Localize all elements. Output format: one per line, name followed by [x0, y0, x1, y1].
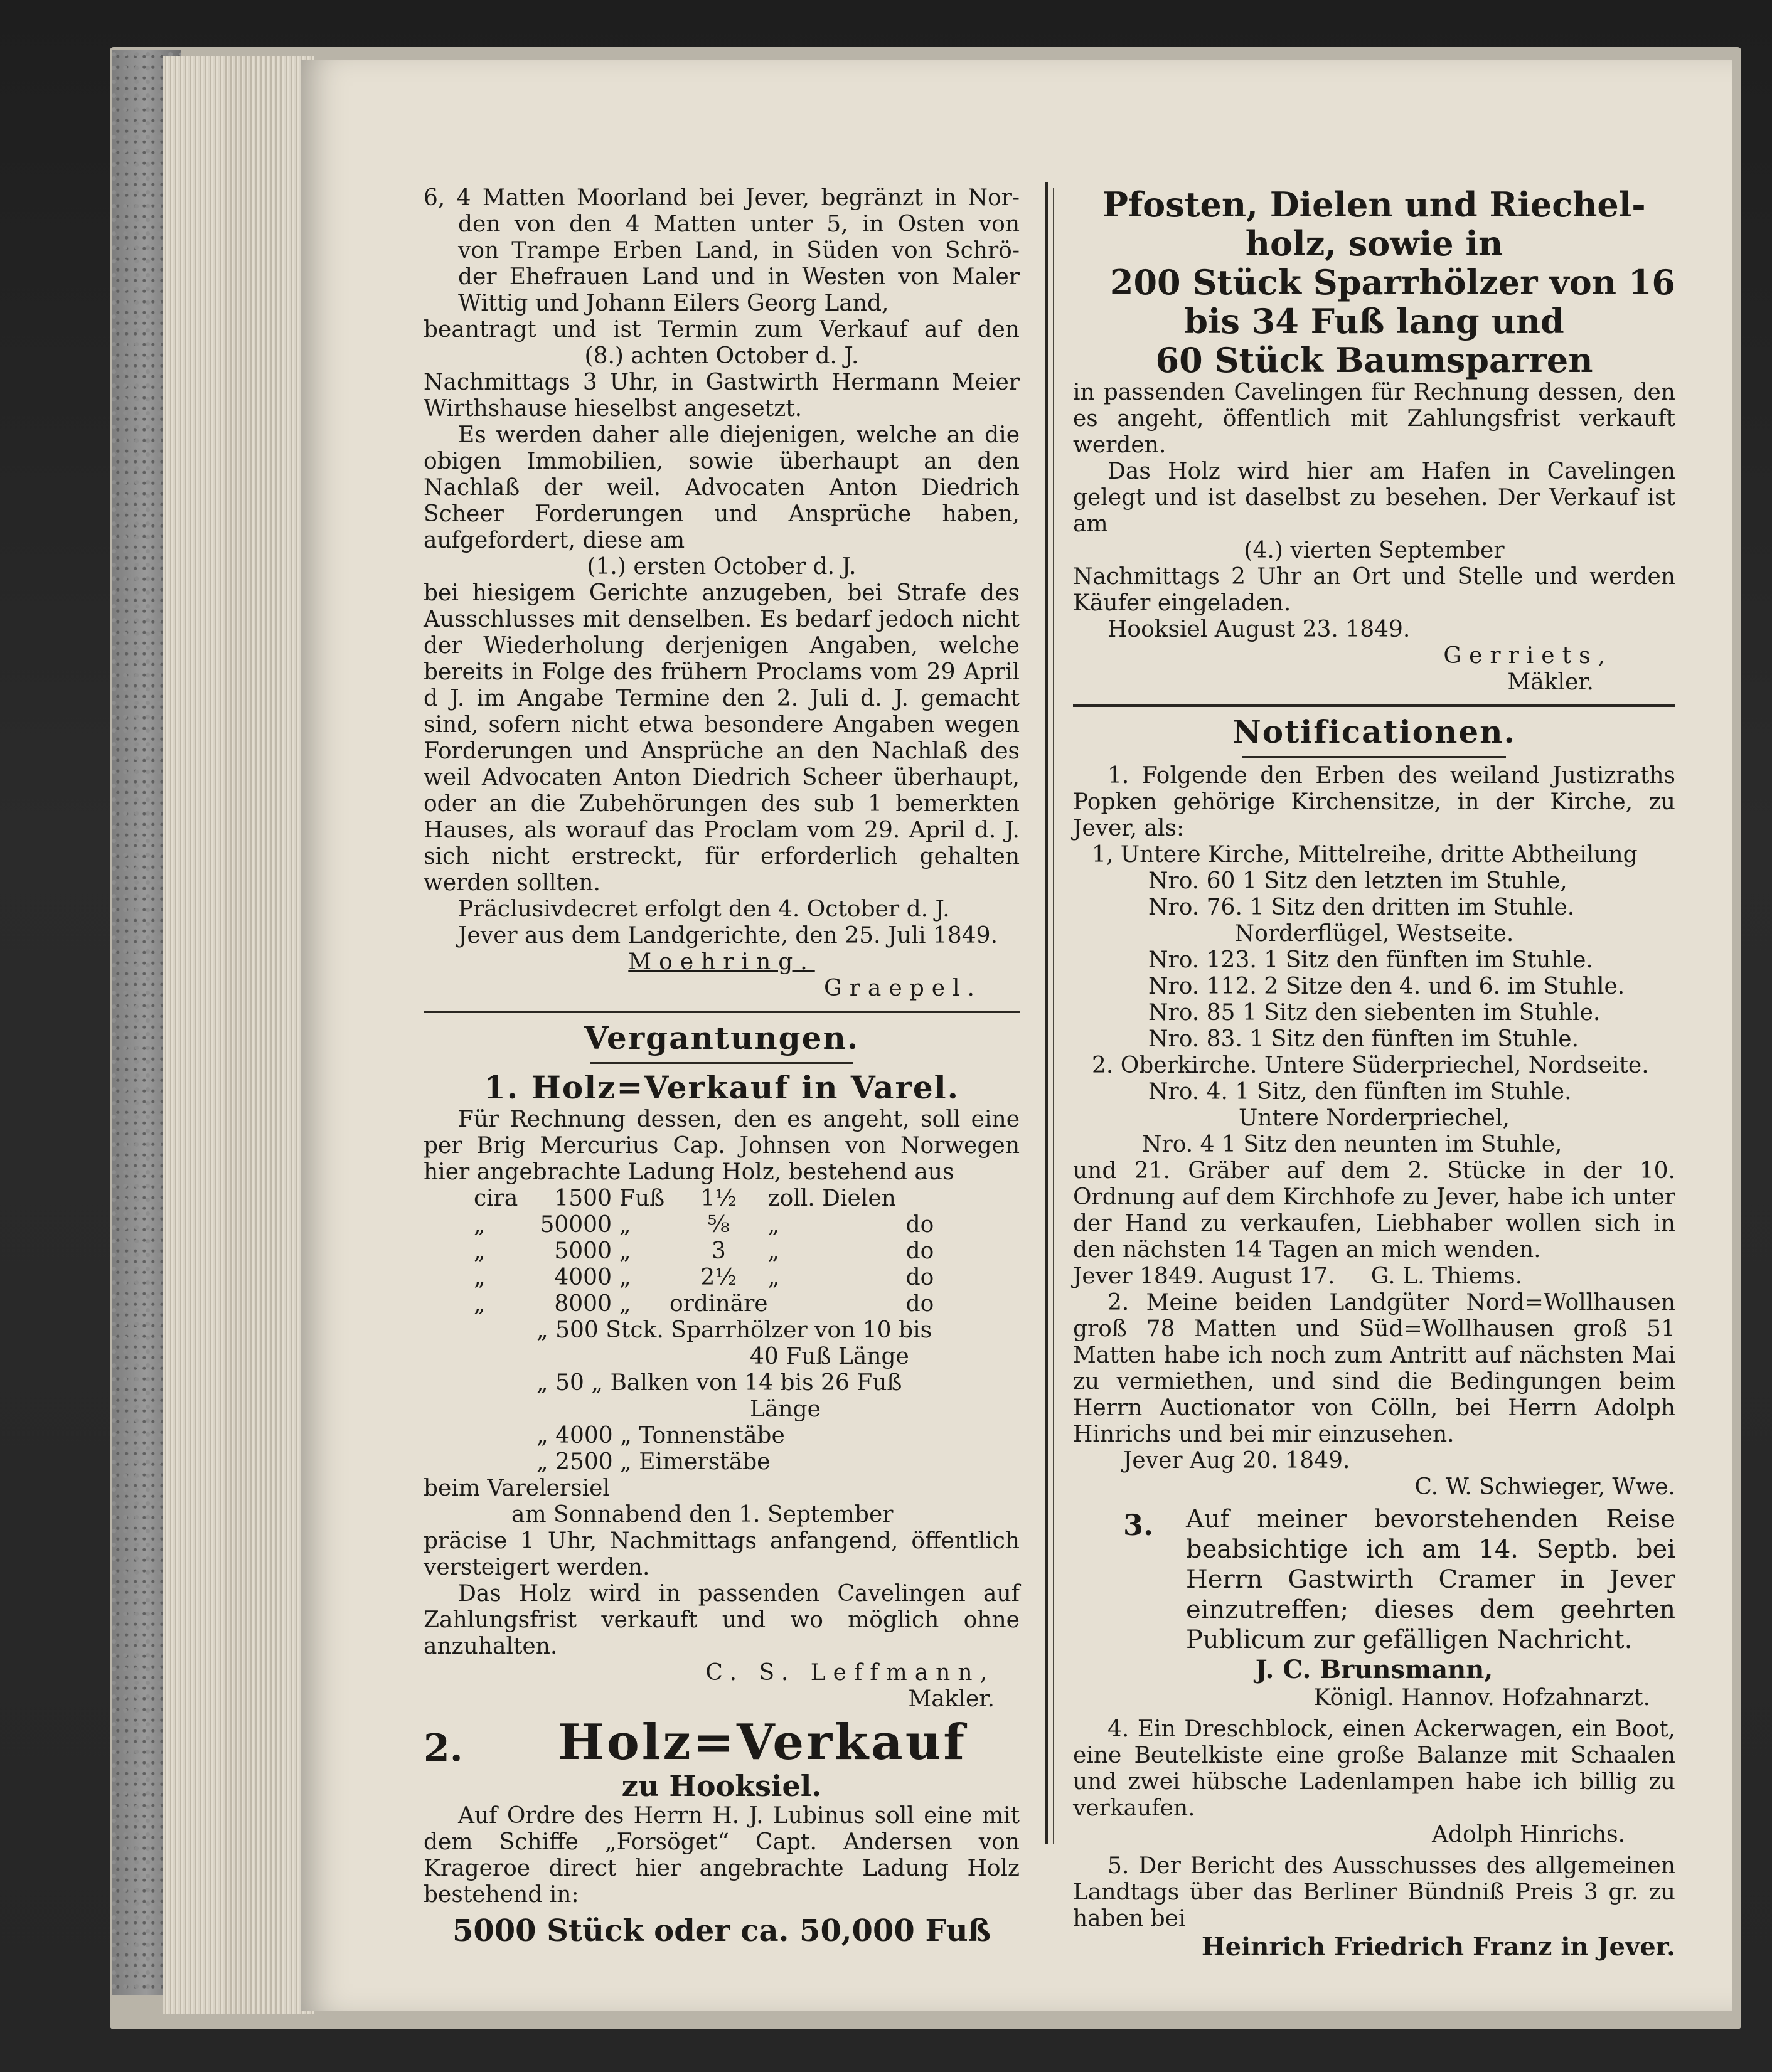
wood-table-cell: „ [619, 1212, 631, 1238]
heading-underline [1242, 756, 1506, 758]
wood-table [474, 1186, 1020, 1317]
wood-table-cell: „ [474, 1212, 486, 1238]
wood-table-cell: „ [619, 1238, 631, 1264]
wood-table-cell: do [905, 1212, 934, 1238]
section-heading: Notificationen. [1232, 713, 1516, 750]
wood-table-cell: 1500 [554, 1186, 612, 1211]
date-line: (1.) ersten October d. J. [587, 554, 857, 580]
list-line: Nro. 85 1 Sitz den siebenten im Stuhle. [1148, 1000, 1601, 1026]
paragraph: präcise 1 Uhr, Nachmittags anfangend, öffentlich versteigert werden. [424, 1528, 1020, 1580]
signature-title: Königl. Hannov. Hofzahnarzt. [1313, 1685, 1650, 1711]
item6-line: der Ehefrauen Land und in Westen von Maler [458, 264, 1020, 290]
wood-table-cell: „ [474, 1265, 486, 1290]
paragraph: 5. Der Bericht des Ausschusses des allgemeinen Landtags über das Berliner Bündniß Preis 3 gr. zu haben bei [1073, 1853, 1675, 1931]
wood-table-cell: do [905, 1238, 934, 1264]
item6-line: beantragt und ist Termin zum Verkauf auf den [424, 317, 1020, 343]
wood-table-cell: „ [767, 1238, 780, 1264]
wood-table-cell: „ [474, 1238, 486, 1264]
signature: Adolph Hinrichs. [1432, 1822, 1625, 1847]
sale2-subheading: zu Hooksiel. [621, 1769, 822, 1803]
wood-table-cell [768, 1291, 906, 1317]
wood-table-cell: cira [474, 1186, 518, 1211]
date-line: am Sonnabend den 1. September [511, 1502, 894, 1527]
list-line: Nro. 76. 1 Sitz den dritten im Stuhle. [1148, 895, 1575, 920]
wood-row: „ 50 „ Balken von 14 bis 26 Fuß [536, 1370, 902, 1396]
wood-table-cell [906, 1186, 1020, 1212]
big-line: 5000 Stück oder ca. 50,000 Fuß [452, 1913, 991, 1948]
list-line: Nro. 4 1 Sitz den neunten im Stuhle, [1142, 1132, 1562, 1157]
wood-table-cell: zoll. Dielen [767, 1186, 896, 1211]
signature: Gerriets, [1443, 643, 1613, 669]
sale-heading: 1. Holz=Verkauf in Varel. [483, 1069, 960, 1106]
signature: J. C. Brunsmann, [1255, 1655, 1493, 1684]
notice3-block [1073, 1504, 1675, 1655]
date-line: (4.) vierten September [1244, 538, 1505, 563]
paragraph: Nachmittags 2 Uhr an Ort und Stelle und werden Käufer eingeladen. [1073, 564, 1675, 616]
column-divider-thin [1053, 188, 1054, 1844]
list-line: 2. Oberkirche. Untere Süderpriechel, Nordseite. [1092, 1053, 1649, 1078]
place-date-line: Jever 1849. August 17. G. L. Thiems. [1073, 1263, 1523, 1289]
item6-line: den von den 4 Matten unter 5, in Osten von [458, 211, 1020, 237]
wood-table-cell: 1½ [700, 1186, 737, 1211]
wood-table-row [474, 1238, 1020, 1265]
paragraph: 2. Meine beiden Landgüter Nord=Wollhausen groß 78 Matten und Süd=Wollhausen groß 51 Matten habe ich noch zum Antritt auf nächsten Mai zu vermiethen, und sind die Bedingungen beim Herrn Auctionator von Cölln, bei Herrn Adolph Hinrichs und bei mir einzusehen. [1073, 1290, 1675, 1447]
wood-table-cell: ordinäre [670, 1291, 768, 1317]
sale2-heading-block [424, 1716, 1020, 1769]
list-line: Nro. 4. 1 Sitz, den fünften im Stuhle. [1148, 1079, 1572, 1105]
list-line: Norderflügel, Westseite. [1234, 921, 1514, 947]
paragraph: bei hiesigem Gerichte anzugeben, bei Strafe des Ausschlusses mit denselben. Es bedarf jedoch nicht der Wiederholung derjenigen Angaben, welche bereits in Folge des frühern Proclams vom 29 April d J. im Angabe Termine den 2. Juli d. J. gemacht sind, sofern nicht etwa besondere Angaben wegen Forderungen und Ansprüche an den Nachlaß des weil Advocaten Anton Diedrich Scheer überhaupt, oder an die Zubehörungen des sub 1 bemerkten Hauses, als worauf das Proclam vom 29. April d. J. sich nicht erstreckt, für erforderlich gehalten werden sollten. [424, 580, 1020, 896]
wood-table-row [474, 1291, 1020, 1317]
right-column [1073, 185, 1675, 1962]
wood-table-cell: „ [474, 1291, 486, 1317]
signature: Heinrich Friedrich Franz in Jever. [1201, 1932, 1675, 1962]
paragraph: Das Holz wird in passenden Cavelingen auf Zahlungsfrist verkauft und wo möglich ohne anzuhalten. [424, 1581, 1020, 1659]
column-divider [1045, 182, 1048, 1844]
page-stack [163, 56, 314, 2014]
list-line: Nro. 83. 1 Sitz den fünften im Stuhle. [1148, 1026, 1579, 1052]
section-heading: Vergantungen. [584, 1019, 860, 1056]
place-date-line: Jever aus dem Landgerichte, den 25. Juli 1849. [458, 923, 998, 948]
big-line: holz, sowie in [1245, 223, 1503, 263]
paragraph: Für Rechnung dessen, den es angeht, soll eine per Brig Mercurius Cap. Johnsen von Norwegen hier angebrachte Ladung Holz, bestehend aus [424, 1107, 1020, 1185]
big-line: Pfosten, Dielen und Riechel- [1102, 184, 1646, 225]
wood-table-cell: 3 [711, 1238, 726, 1264]
paragraph: Das Holz wird hier am Hafen in Cavelingen gelegt und ist daselbst zu besehen. Der Verkauf ist am [1073, 459, 1675, 537]
notice3-number: 3. [1123, 1508, 1154, 1542]
wood-table-cell: 2½ [700, 1265, 737, 1290]
paragraph: 4. Ein Dreschblock, einen Ackerwagen, ein Boot, eine Beutelkiste eine große Balanze mit Schaalen und zwei hübsche Ladenlampen habe ich billig zu verkaufen. [1073, 1716, 1675, 1821]
section-rule [1073, 704, 1675, 707]
paragraph: und 21. Gräber auf dem 2. Stücke in der 10. Ordnung auf dem Kirchhofe zu Jever, habe ich unter der Hand zu verkaufen, Liebhaber wollen sich in den nächsten 14 Tagen an mich wenden. [1073, 1158, 1675, 1263]
item6-line: 6, 4 Matten Moorland bei Jever, begränzt in Nor- [424, 185, 1020, 211]
signature-title: Makler. [908, 1686, 995, 1712]
wood-table-cell: „ [767, 1265, 780, 1290]
wood-table-cell: Fuß [619, 1186, 665, 1211]
date-line: (8.) achten October d. J. [584, 343, 859, 369]
wood-row: „ 4000 „ Tonnenstäbe [536, 1423, 785, 1448]
sale2-heading: Holz=Verkauf [558, 1714, 967, 1771]
wood-table-cell: ⅝ [707, 1212, 730, 1238]
wood-table-row [474, 1186, 1020, 1212]
wood-table-cell: 50000 [540, 1212, 612, 1238]
wood-table-cell: 8000 [554, 1291, 612, 1317]
paragraph: 1. Folgende den Erben des weiland Justizraths Popken gehörige Kirchensitze, in der Kirche, zu Jever, als: [1073, 763, 1675, 841]
wood-row: 40 Fuß Länge [750, 1344, 909, 1369]
list-line: 1, Untere Kirche, Mittelreihe, dritte Abtheilung [1092, 842, 1638, 868]
signature: C. S. Leffmann, [705, 1660, 995, 1686]
left-column [424, 185, 1020, 1950]
list-line: Nro. 123. 1 Sitz den fünften im Stuhle. [1148, 947, 1593, 973]
wood-table-cell: do [905, 1265, 934, 1290]
list-line: Nro. 60 1 Sitz den letzten im Stuhle, [1148, 868, 1567, 894]
wood-row: „ 500 Stck. Sparrhölzer von 10 bis [536, 1317, 932, 1343]
wood-table-row [474, 1265, 1020, 1291]
wood-row: „ 2500 „ Eimerstäbe [536, 1449, 771, 1475]
decree-line: Präclusivdecret erfolgt den 4. October d. J. [458, 896, 950, 922]
list-line: Untere Norderpriechel, [1239, 1105, 1510, 1131]
wood-table-cell: „ [619, 1291, 631, 1317]
paragraph: Auf meiner bevorstehenden Reise beabsichtige ich am 14. Septb. bei Herrn Gastwirth Cramer in Jever einzutreffen; dieses dem geehrten Publicum zur gefälligen Nachricht. [1186, 1505, 1675, 1654]
wood-table-cell: „ [767, 1212, 780, 1238]
section-rule [424, 1011, 1020, 1013]
wood-table-cell: do [905, 1291, 934, 1317]
big-line: 60 Stück Baumsparren [1155, 340, 1593, 380]
wood-table-cell: „ [619, 1265, 631, 1290]
wood-table-cell: 5000 [554, 1238, 612, 1264]
paragraph: in passenden Cavelingen für Rechnung dessen, den es angeht, öffentlich mit Zahlungsfrist verkauft werden. [1073, 380, 1675, 458]
place-date-line: Jever Aug 20. 1849. [1123, 1448, 1350, 1474]
sale2-number: 2. [424, 1726, 463, 1770]
big-line: bis 34 Fuß lang und [1184, 301, 1564, 341]
item6-line: von Trampe Erben Land, in Süden von Schrö- [458, 238, 1020, 263]
signature: C. W. Schwieger, Wwe. [1414, 1474, 1675, 1500]
paragraph: Nachmittags 3 Uhr, in Gastwirth Hermann Meier Wirthshause hieselbst angesetzt. [424, 369, 1020, 422]
item6-line: Wittig und Johann Eilers Georg Land, [458, 290, 889, 316]
signature: Moehring. [628, 949, 815, 975]
location-line: beim Varelersiel [424, 1475, 610, 1501]
paragraph: Es werden daher alle diejenigen, welche an die obigen Immobilien, sowie überhaupt an den Nachlaß der weil. Advocaten Anton Diedrich Scheer Forderungen und Ansprüche haben, aufgefordert, diese am [424, 422, 1020, 553]
wood-table-row [474, 1212, 1020, 1238]
wood-row: Länge [750, 1396, 821, 1422]
paragraph: Auf Ordre des Herrn H. J. Lubinus soll eine mit dem Schiffe „Forsöget“ Capt. Andersen von Krageroe direct hier angebrachte Ladung Holz bestehend in: [424, 1803, 1020, 1908]
list-line: Nro. 112. 2 Sitze den 4. und 6. im Stuhle. [1148, 974, 1625, 999]
heading-underline [590, 1062, 853, 1064]
big-line: 200 Stück Sparrhölzer von 16 [1109, 262, 1675, 302]
place-date-line: Hooksiel August 23. 1849. [1108, 617, 1411, 642]
wood-table-cell: 4000 [554, 1265, 612, 1290]
signature: Graepel. [823, 975, 982, 1001]
signature-title: Mäkler. [1507, 669, 1594, 695]
